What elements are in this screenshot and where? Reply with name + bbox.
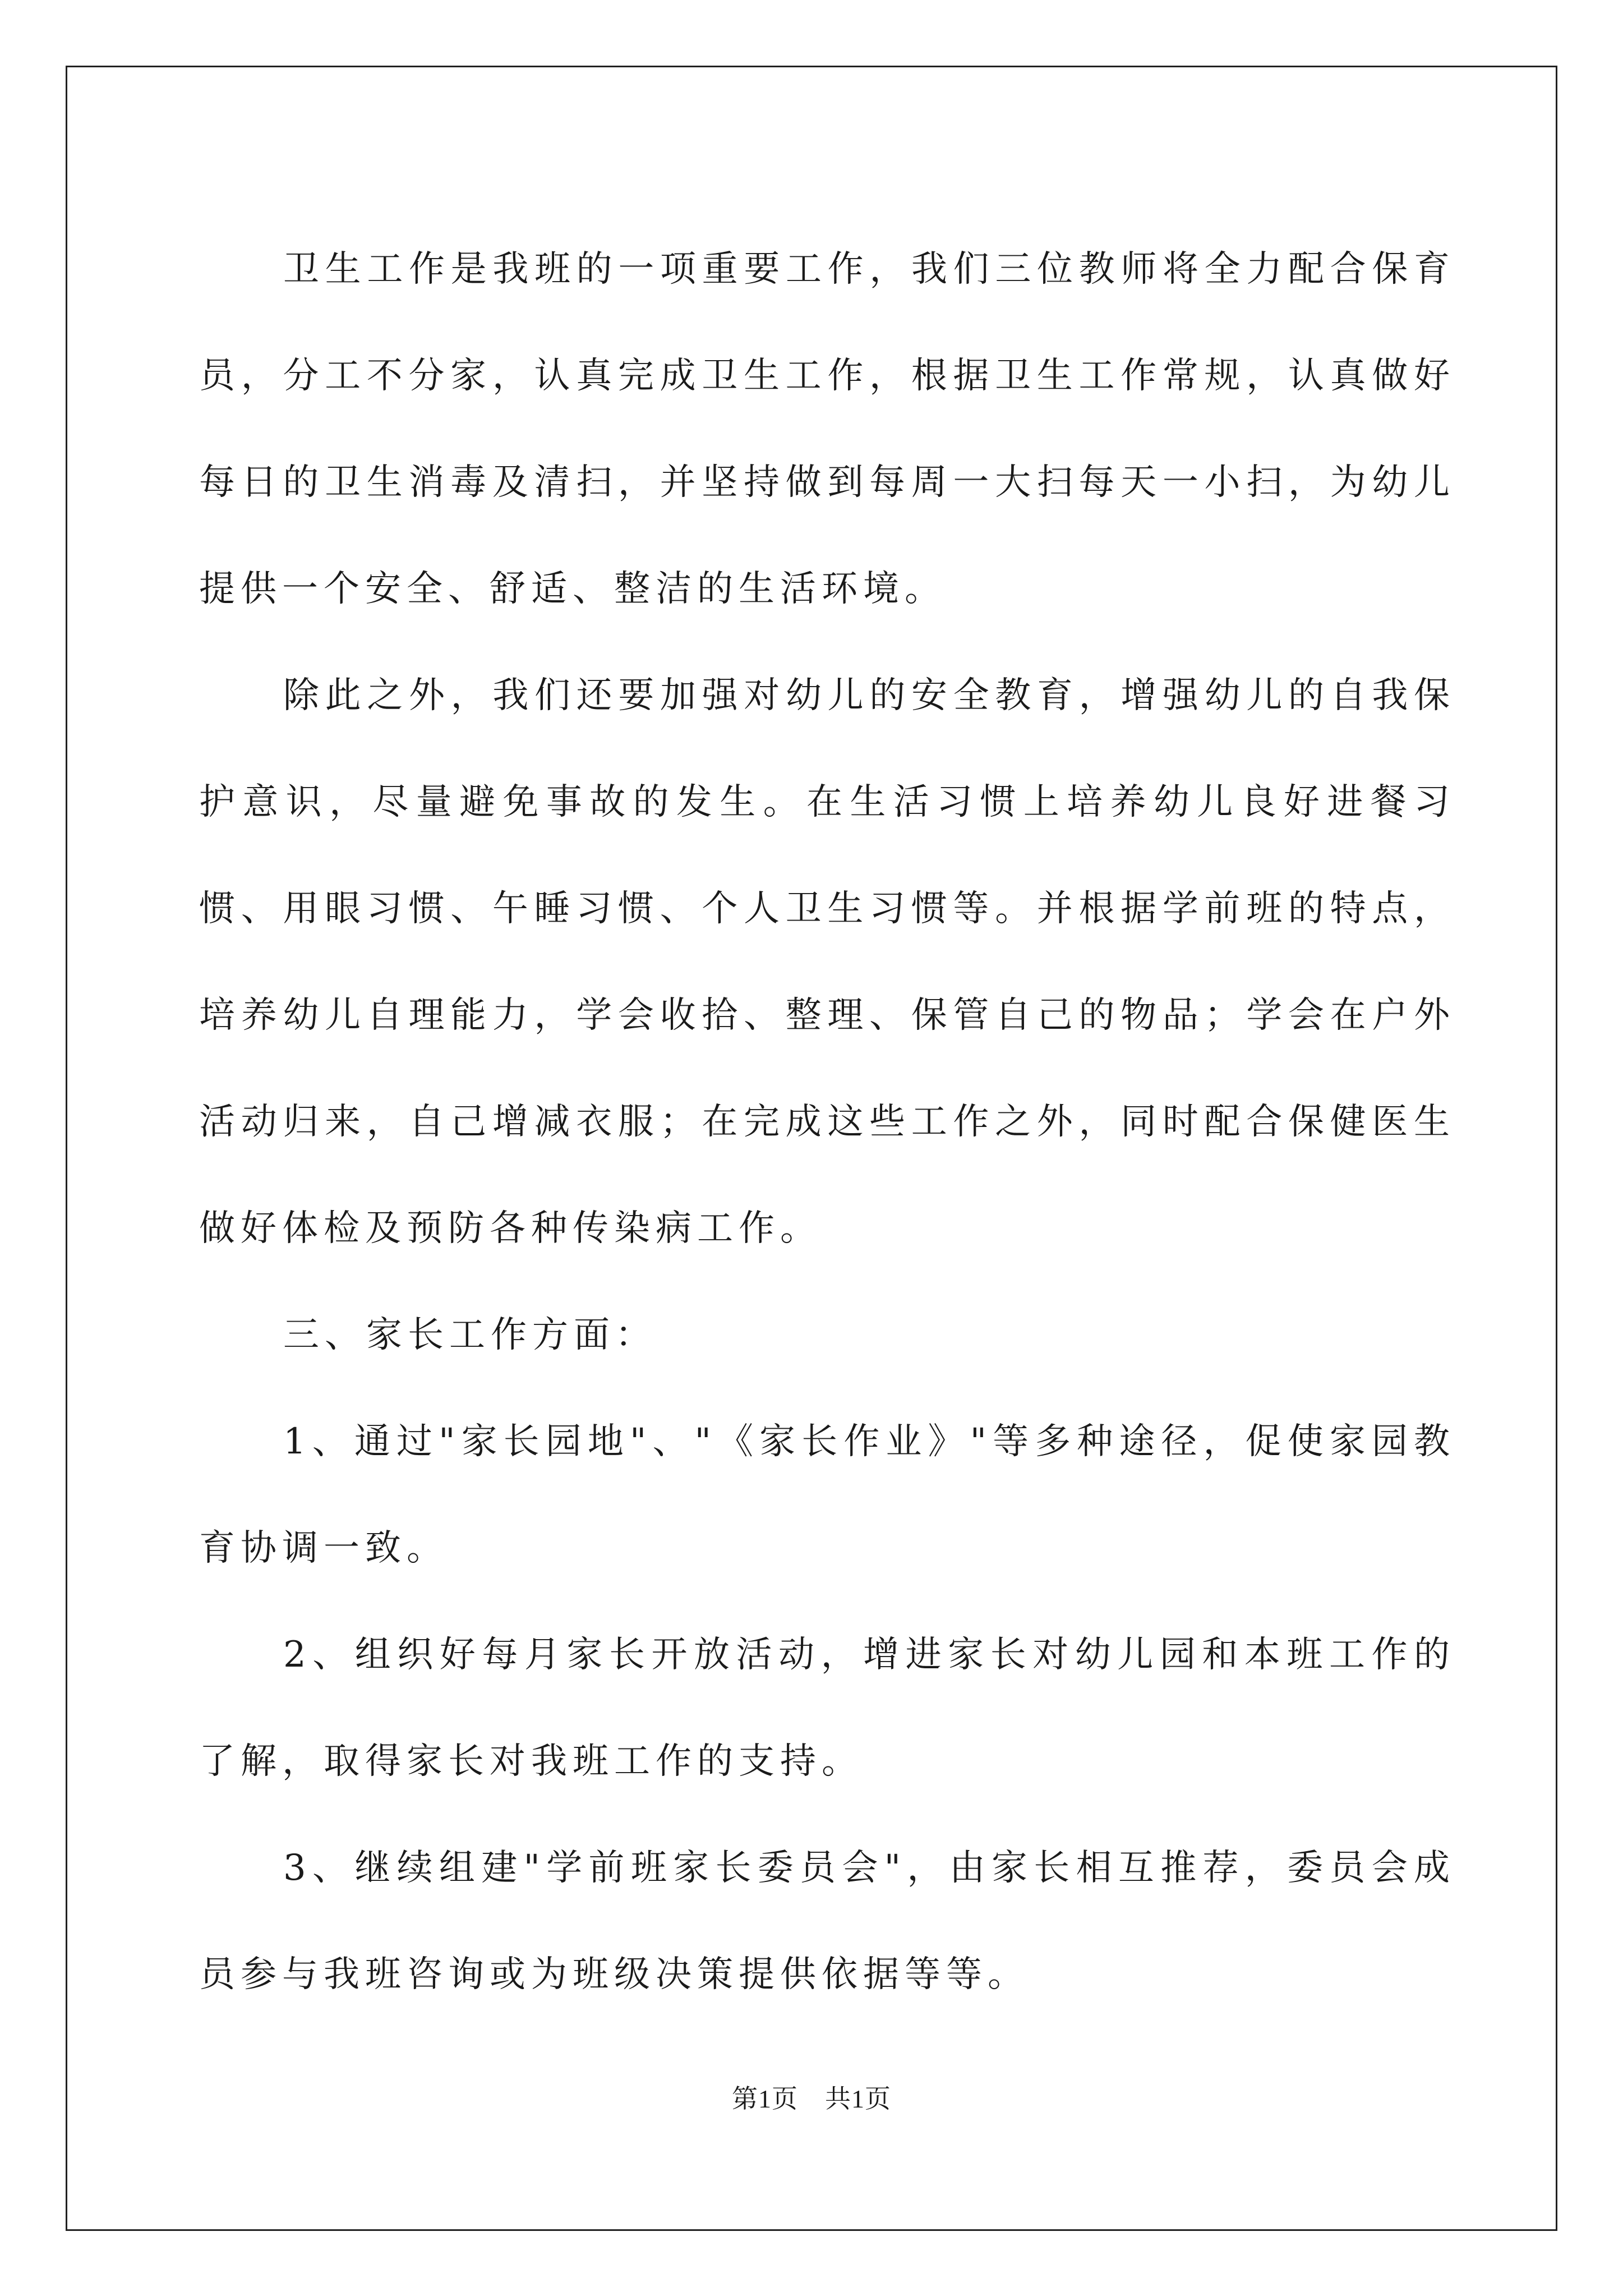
document-body: [199, 216, 1455, 2028]
page-number: 第1页: [732, 2085, 798, 2113]
paragraph-hygiene: 卫生工作是我班的一项重要工作，我们三位教师将全力配合保育员，分工不分家，认真完成卫生工作，根据卫生工作常规，认真做好每日的卫生消毒及清扫，并坚持做到每周一大扫每天一小扫，为幼儿提供一个安全、舒适、整洁的生活环境。: [199, 249, 1455, 610]
list-item-1: 1、通过"家长园地"、"《家长作业》"等多种途径，促使家园教育协调一致。: [199, 1421, 1455, 1569]
list-item-3: 3、继续组建"学前班家长委员会"，由家长相互推荐，委员会成员参与我班咨询或为班级决策提供依据等等。: [199, 1847, 1455, 1995]
page-total: 共1页: [825, 2085, 891, 2113]
section-heading-parent-work: 三、家长工作方面：: [283, 1314, 657, 1356]
paragraph-safety-education: 除此之外，我们还要加强对幼儿的安全教育，增强幼儿的自我保护意识，尽量避免事故的发生。在生活习惯上培养幼儿良好进餐习惯、用眼习惯、午睡习惯、个人卫生习惯等。并根据学前班的特点，培养幼儿自理能力，学会收拾、整理、保管自己的物品；学会在户外活动归来，自己增减衣服；在完成这些工作之外，同时配合保健医生做好体检及预防各种传染病工作。: [199, 675, 1455, 1249]
list-item-2: 2、组织好每月家长开放活动，增进家长对幼儿园和本班工作的了解，取得家长对我班工作的支持。: [199, 1634, 1455, 1782]
page-footer: [0, 2078, 1623, 2115]
